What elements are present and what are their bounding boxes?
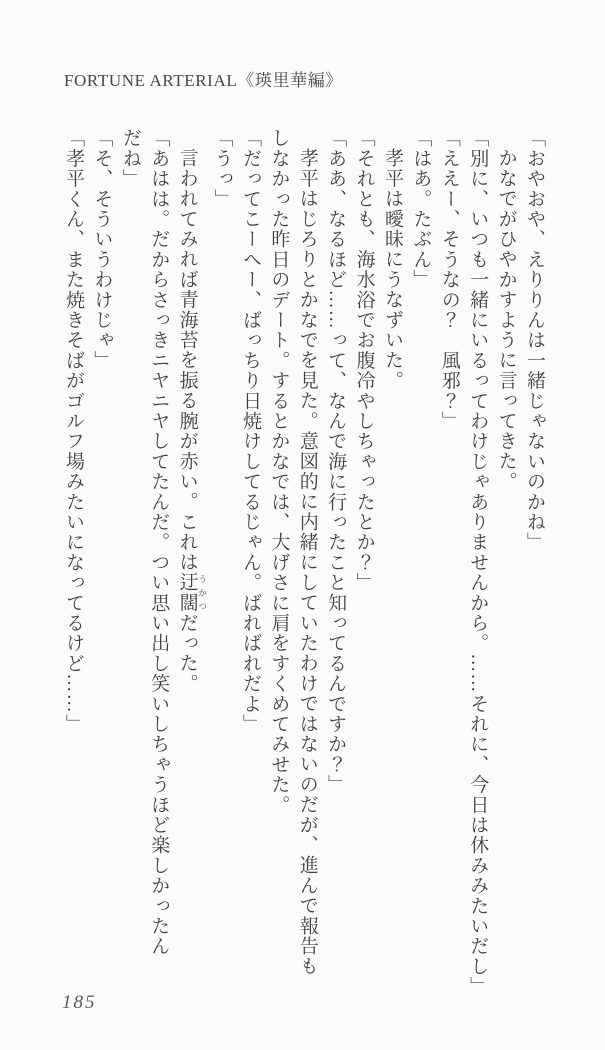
text-line: 孝平は曖昧にうなずいた。: [381, 148, 403, 391]
text-line: 「別に、いつも一緒にいるってわけじゃありませんから。……それに、今日は休みみたいだし」: [467, 128, 489, 997]
text-line: しなかった昨日のデート。するとかなでは、大げさに肩をすくめてみせた。: [268, 128, 290, 815]
ruby-annotated-word: 迂闊 うかつ: [176, 572, 208, 613]
text-line: 「ええー、そうなの？ 風邪？」: [438, 128, 460, 431]
text-line: 「孝平くん、また焼きそばがゴルフ場みたいになってるけど……」: [63, 128, 84, 734]
text-line: 「うっ」: [211, 128, 233, 209]
text-line: 「はあ。たぶん」: [410, 128, 432, 290]
text-line: 「あはは。だからさっきニヤニヤしてたんだ。つい思い出し笑いしちゃうほど楽しかったん: [148, 128, 170, 957]
text-block: [59, 128, 548, 1024]
text-line: 孝平はじろりとかなでを見た。意図的に内緒にしていたわけではないのだが、進んで報告も: [296, 148, 318, 977]
text-line: 「おやおや、えりりんは一緒じゃないのかね」: [524, 128, 545, 553]
text-line: 「だってこーへー、ばっちり日焼けしてるじゃん。ばればれだよ」: [239, 128, 261, 734]
text-line: 「ああ、なるほど……って、なんで海に行ったこと知ってるんですか？」: [325, 128, 347, 795]
text-line: 「そ、そういうわけじゃ」: [91, 128, 113, 371]
text-line: だね」: [119, 128, 141, 189]
text-line: 言われてみれば青海苔を振る腕が赤い。これは迂闊 うかつだった。: [176, 148, 208, 694]
text-line: 「それとも、海水浴でお腹冷やしちゃったとか？」: [353, 128, 375, 593]
running-header: FORTUNE ARTERIAL《瑛里華編》: [64, 71, 343, 90]
page-number: 185: [62, 992, 97, 1013]
text-line: かなでがひやかすように言ってきた。: [495, 148, 517, 492]
